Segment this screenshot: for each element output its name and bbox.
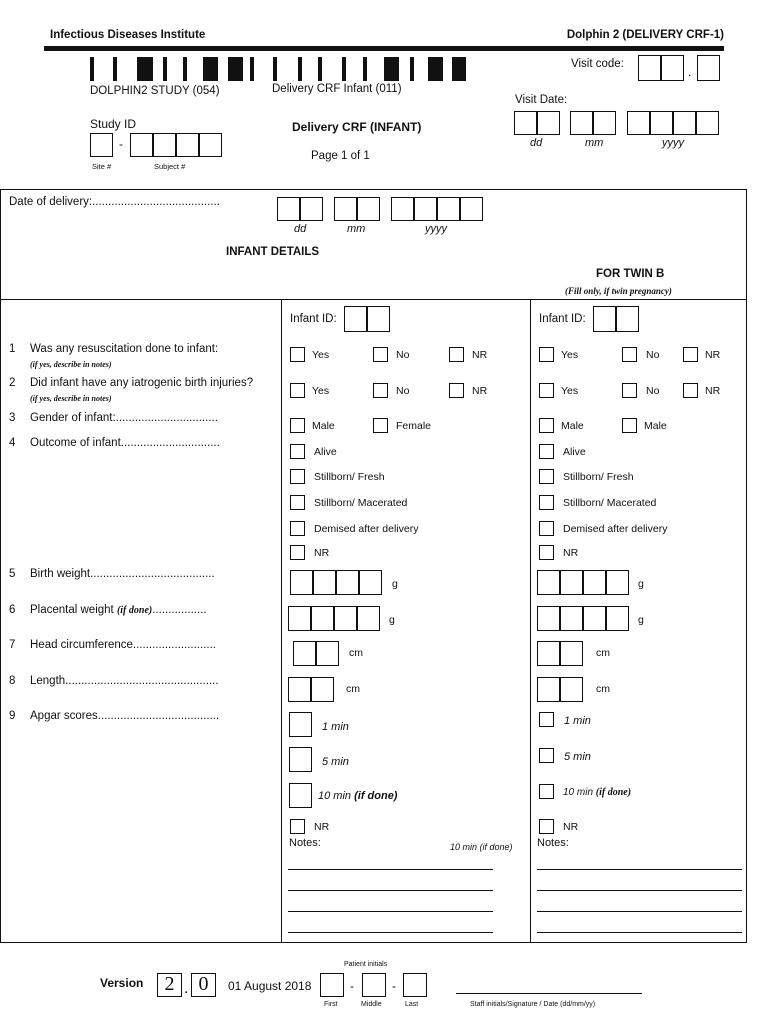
- a-q3-male-checkbox[interactable]: [290, 418, 305, 433]
- a-q3-female-checkbox[interactable]: [373, 418, 388, 433]
- b-q4-alive-label: Alive: [563, 446, 586, 458]
- b-q3-male-checkbox[interactable]: [539, 418, 554, 433]
- b-q4-fresh-label: Stillborn/ Fresh: [563, 471, 634, 483]
- b-q1-nr-checkbox[interactable]: [683, 347, 698, 362]
- a-q2-nr-checkbox[interactable]: [449, 383, 464, 398]
- a-placental-weight-unit: g: [389, 614, 395, 626]
- visit-code-dot: .: [688, 65, 692, 79]
- visit-dd-label: dd: [530, 137, 543, 149]
- a-apgar-10-box[interactable]: [289, 783, 312, 808]
- b-q4-demised-checkbox[interactable]: [539, 521, 554, 536]
- q8-text: Length................................................: [30, 675, 219, 687]
- a-q4-demised-label: Demised after delivery: [314, 523, 419, 535]
- twin-b-heading: FOR TWIN B: [596, 268, 665, 280]
- b-apgar-5-label: 5 min: [564, 751, 591, 763]
- a-q1-no-label: No: [396, 349, 410, 361]
- a-q3-female-label: Female: [396, 420, 432, 432]
- staff-signature-line[interactable]: [456, 993, 642, 994]
- header-rule: [44, 46, 724, 51]
- a-q4-macerated-label: Stillborn/ Macerated: [314, 497, 408, 509]
- visit-code-box-3[interactable]: [697, 55, 720, 81]
- infant-details-heading: INFANT DETAILS: [226, 246, 320, 258]
- page-number: Page 1 of 1: [311, 150, 370, 162]
- twin-b-note: (Fill only, if twin pregnancy): [565, 286, 672, 296]
- b-apgar-10-if-done: (if done): [595, 787, 632, 798]
- visit-mm-label: mm: [585, 137, 604, 149]
- infant-id-b-box-2[interactable]: [616, 306, 639, 332]
- q4-text: Outcome of infant...............................: [30, 437, 220, 449]
- a-notes-line-1[interactable]: [288, 869, 493, 870]
- visit-code-label: Visit code:: [571, 58, 624, 70]
- subject-label: Subject #: [154, 162, 186, 171]
- b-apgar-10-text: 10 min: [563, 787, 594, 798]
- version-minor: 0: [191, 973, 216, 997]
- infant-id-b-box-1[interactable]: [593, 306, 616, 332]
- visit-yyyy-label: yyyy: [662, 137, 684, 149]
- a-notes-line-2[interactable]: [288, 890, 493, 891]
- a-apgar-10-label: [318, 790, 397, 802]
- initials-dash-2: -: [392, 979, 396, 993]
- b-q2-nr-checkbox[interactable]: [683, 383, 698, 398]
- a-q4-macerated-checkbox[interactable]: [290, 495, 305, 510]
- q2-note: (if yes, describe in notes): [30, 394, 112, 403]
- form-code: Dolphin 2 (DELIVERY CRF-1): [566, 29, 724, 41]
- a-apgar-5-label: 5 min: [322, 756, 349, 768]
- q1-text: Was any resuscitation done to infant:: [30, 343, 219, 355]
- a-q2-no-label: No: [396, 385, 410, 397]
- a-apgar-10-if-done: (if done): [354, 790, 398, 802]
- a-notes-line-3[interactable]: [288, 911, 493, 912]
- initials-middle-box[interactable]: [362, 973, 386, 997]
- a-q1-nr-label: NR: [472, 349, 488, 361]
- b-q2-no-checkbox[interactable]: [622, 383, 637, 398]
- delivery-dd-label: dd: [294, 223, 307, 235]
- a-q1-yes-checkbox[interactable]: [290, 347, 305, 362]
- b-q1-yes-checkbox[interactable]: [539, 347, 554, 362]
- a-apgar-10-text: 10 min: [318, 790, 352, 802]
- a-length-unit: cm: [346, 683, 360, 695]
- b-head-circ-unit: cm: [596, 647, 610, 659]
- visit-code-box-2[interactable]: [661, 55, 684, 81]
- q6-inline-note: (if done): [116, 605, 153, 616]
- b-q3-male2-checkbox[interactable]: [622, 418, 637, 433]
- infant-id-label-a: Infant ID:: [290, 313, 337, 325]
- b-apgar-10-label: [563, 787, 631, 798]
- a-q4-nr-checkbox[interactable]: [290, 545, 305, 560]
- version-label: Version: [100, 976, 144, 990]
- version-major: 2: [157, 973, 182, 997]
- b-apgar-nr-checkbox[interactable]: [539, 819, 554, 834]
- b-q2-no-label: No: [646, 385, 660, 397]
- b-apgar-nr-label: NR: [563, 821, 579, 833]
- institute-name: Infectious Diseases Institute: [50, 29, 206, 41]
- a-q4-demised-checkbox[interactable]: [290, 521, 305, 536]
- b-apgar-10-checkbox[interactable]: [539, 784, 554, 799]
- a-apgar-nr-label: NR: [314, 821, 330, 833]
- site-box[interactable]: [90, 133, 113, 157]
- b-q4-nr-label: NR: [563, 547, 579, 559]
- study-id-label: Study ID: [90, 117, 137, 131]
- a-q4-nr-label: NR: [314, 547, 330, 559]
- q9-text: Apgar scores......................................: [30, 710, 220, 722]
- q2-text: Did infant have any iatrogenic birth injuries?: [30, 377, 254, 389]
- b-apgar-1-checkbox[interactable]: [539, 712, 554, 727]
- a-q2-yes-checkbox[interactable]: [290, 383, 305, 398]
- a-apgar-nr-checkbox[interactable]: [290, 819, 305, 834]
- b-notes-label: Notes:: [537, 837, 569, 849]
- a-q2-yes-label: Yes: [312, 385, 330, 397]
- a-q4-alive-label: Alive: [314, 446, 337, 458]
- q3-text: Gender of infant:................................: [30, 412, 218, 424]
- crf-name: Delivery CRF Infant (011): [272, 83, 402, 95]
- b-q4-fresh-checkbox[interactable]: [539, 469, 554, 484]
- a-q4-fresh-checkbox[interactable]: [290, 469, 305, 484]
- version-date: 01 August 2018: [228, 979, 312, 993]
- b-q4-demised-label: Demised after delivery: [563, 523, 668, 535]
- b-q2-yes-label: Yes: [561, 385, 579, 397]
- a-head-circ-unit: cm: [349, 647, 363, 659]
- a-q4-fresh-label: Stillborn/ Fresh: [314, 471, 385, 483]
- q6-text-main: Placental weight: [30, 604, 114, 616]
- a-notes-line-4[interactable]: [288, 932, 493, 933]
- infant-id-a-box-2[interactable]: [367, 306, 390, 332]
- b-q1-yes-label: Yes: [561, 349, 579, 361]
- b-q2-yes-checkbox[interactable]: [539, 383, 554, 398]
- staff-signature-label: Staff initials/Signature / Date (dd/mm/yy): [470, 1001, 596, 1008]
- delivery-date-label: Date of delivery:........................................: [9, 196, 220, 208]
- initials-last-box[interactable]: [403, 973, 427, 997]
- q6-number: 6: [9, 604, 16, 616]
- study-name: DOLPHIN2 STUDY (054): [90, 85, 220, 97]
- q2-number: 2: [9, 377, 16, 389]
- a-apgar-1-label: 1 min: [322, 721, 349, 733]
- a-q1-no-checkbox[interactable]: [373, 347, 388, 362]
- initials-last-label: Last: [405, 1001, 419, 1008]
- a-notes-side-label: 10 min (if done): [450, 842, 513, 852]
- b-apgar-5-checkbox[interactable]: [539, 748, 554, 763]
- study-id-dash: -: [119, 137, 123, 151]
- a-apgar-5-box[interactable]: [289, 747, 312, 772]
- b-q4-macerated-label: Stillborn/ Macerated: [563, 497, 657, 509]
- b-apgar-1-label: 1 min: [564, 715, 591, 727]
- initials-first-box[interactable]: [320, 973, 344, 997]
- a-q1-nr-checkbox[interactable]: [449, 347, 464, 362]
- q7-text: Head circumference..........................: [30, 639, 216, 651]
- a-q1-yes-label: Yes: [312, 349, 330, 361]
- b-q3-male-label: Male: [561, 420, 584, 432]
- b-q4-alive-checkbox[interactable]: [539, 444, 554, 459]
- a-q3-male-label: Male: [312, 420, 335, 432]
- b-notes-line-3[interactable]: [537, 911, 742, 912]
- b-q2-nr-label: NR: [705, 385, 721, 397]
- page-title: Delivery CRF (INFANT): [292, 120, 422, 134]
- initials-first-label: First: [324, 1001, 338, 1008]
- form-frame: [0, 189, 747, 943]
- version-dot: .: [184, 980, 189, 997]
- q6-text: [30, 604, 207, 616]
- q4-number: 4: [9, 437, 16, 449]
- b-q1-no-checkbox[interactable]: [622, 347, 637, 362]
- site-label: Site #: [92, 162, 112, 171]
- a-apgar-1-box[interactable]: [289, 712, 312, 737]
- q8-number: 8: [9, 675, 16, 687]
- visit-code-box-1[interactable]: [638, 55, 661, 81]
- column-divider-2: [530, 299, 531, 943]
- b-q4-macerated-checkbox[interactable]: [539, 495, 554, 510]
- q5-text: Birth weight.......................................: [30, 568, 215, 580]
- visit-date-label: Visit Date:: [515, 94, 568, 106]
- a-q2-no-checkbox[interactable]: [373, 383, 388, 398]
- b-notes-line-2[interactable]: [537, 890, 742, 891]
- patient-initials-label: Patient initials: [344, 961, 388, 968]
- b-q1-nr-label: NR: [705, 349, 721, 361]
- b-q3-male2-label: Male: [644, 420, 667, 432]
- a-q4-alive-checkbox[interactable]: [290, 444, 305, 459]
- q3-number: 3: [9, 412, 16, 424]
- initials-middle-label: Middle: [361, 1001, 382, 1008]
- initials-dash-1: -: [350, 979, 354, 993]
- b-notes-line-1[interactable]: [537, 869, 742, 870]
- b-q1-no-label: No: [646, 349, 660, 361]
- a-notes-label: Notes:: [289, 837, 321, 849]
- b-birth-weight-unit: g: [638, 578, 644, 590]
- delivery-mm-label: mm: [347, 223, 366, 235]
- section-divider: [0, 299, 747, 300]
- q6-dots: .................: [152, 604, 207, 616]
- a-birth-weight-unit: g: [392, 578, 398, 590]
- column-divider-1: [281, 299, 282, 943]
- b-q4-nr-checkbox[interactable]: [539, 545, 554, 560]
- delivery-yyyy-label: yyyy: [425, 223, 447, 235]
- q1-number: 1: [9, 343, 16, 355]
- q9-number: 9: [9, 710, 16, 722]
- q1-note: (if yes, describe in notes): [30, 360, 112, 369]
- q5-number: 5: [9, 568, 16, 580]
- infant-id-a-box-1[interactable]: [344, 306, 367, 332]
- b-notes-line-4[interactable]: [537, 932, 742, 933]
- b-length-unit: cm: [596, 683, 610, 695]
- infant-id-label-b: Infant ID:: [539, 313, 586, 325]
- q7-number: 7: [9, 639, 16, 651]
- a-q2-nr-label: NR: [472, 385, 488, 397]
- b-placental-weight-unit: g: [638, 614, 644, 626]
